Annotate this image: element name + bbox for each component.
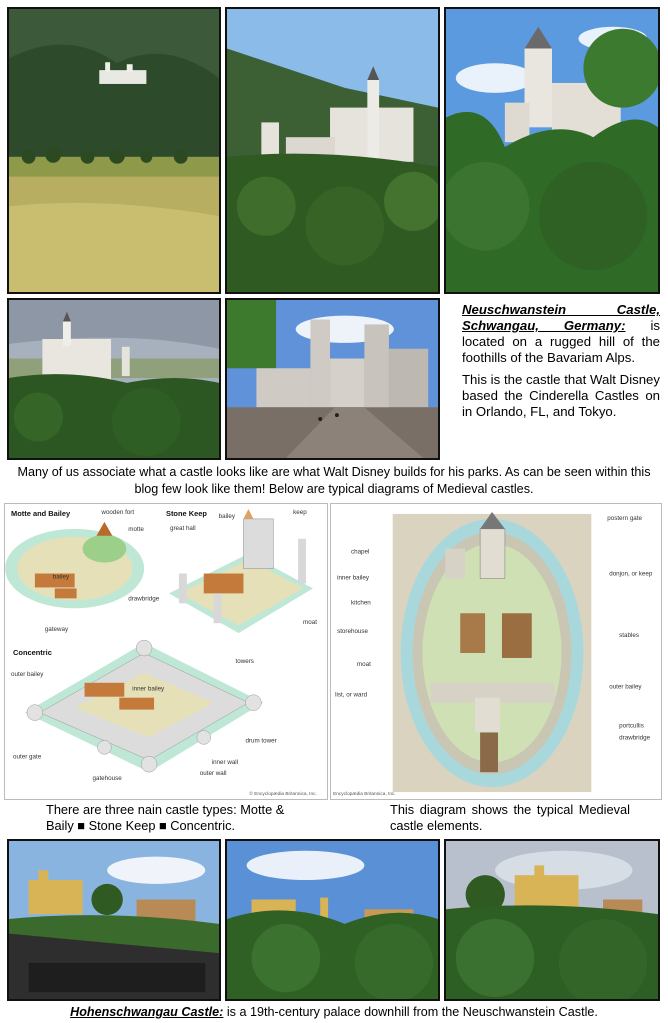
bailey-label: bailey bbox=[52, 573, 70, 581]
photo-castle-courtyard bbox=[225, 298, 440, 460]
hohenschwangau-caption bbox=[0, 1004, 668, 1020]
list-ward-label: list, or ward bbox=[335, 691, 368, 699]
photo-hohenschwangau-hill bbox=[225, 839, 440, 1001]
outer-bailey-label: outer bailey bbox=[11, 670, 44, 678]
castle-caption-title: Neuschwanstein Castle, Schwangau, Germany: bbox=[462, 302, 660, 333]
drawbridge-label: drawbridge bbox=[128, 595, 160, 603]
neuschwanstein-caption bbox=[462, 302, 660, 426]
inner-bailey-label: inner bailey bbox=[132, 685, 165, 693]
donjon-label: donjon, or keep bbox=[609, 570, 653, 578]
wooden-fort-label: wooden fort bbox=[101, 508, 135, 516]
great-hall-label: great hall bbox=[169, 524, 196, 532]
right-inner-bailey-label: inner bailey bbox=[337, 574, 370, 582]
postern-gate-label: postern gate bbox=[607, 514, 642, 522]
inner-wall-label: inner wall bbox=[211, 759, 239, 767]
keep-label: keep bbox=[293, 508, 307, 516]
photo-hohenschwangau-forest bbox=[444, 839, 660, 1001]
right-drawbridge-label: drawbridge bbox=[619, 734, 651, 742]
castle-elements-caption: This diagram shows the typical Medieval castle elements. bbox=[390, 802, 630, 833]
motte-label: motte bbox=[128, 525, 144, 533]
concentric-title: Concentric bbox=[13, 647, 52, 657]
castle-caption-text: is located on a rugged hill of the foothills of the Bavariam Alps. bbox=[462, 318, 660, 365]
castle-elements-diagram bbox=[330, 503, 662, 800]
towers-label: towers bbox=[235, 657, 254, 665]
kitchen-label: kitchen bbox=[350, 599, 371, 607]
outer-gate-label: outer gate bbox=[13, 753, 42, 761]
castle-types-diagram bbox=[4, 503, 328, 800]
motte-title: Motte and Bailey bbox=[11, 508, 71, 518]
intro-line: Many of us associate what a castle looks like are what Walt Disney builds for his parks. As can be seen within this blog few look like them! Below are typical diagrams of Medieval castles. bbox=[17, 465, 651, 496]
castle-caption-text2: This is the castle that Walt Disney based the Cinderella Castles on in Orlando, FL, and Tokyo. bbox=[462, 372, 660, 419]
left-credit: © Encyclopædia Britannica, Inc. bbox=[249, 792, 317, 798]
keep-bailey-label: bailey bbox=[218, 512, 235, 520]
portcullis-label: portcullis bbox=[619, 722, 644, 730]
moat-label: moat bbox=[303, 619, 317, 627]
drum-tower-label: drum tower bbox=[245, 737, 277, 745]
stone-keep-title: Stone Keep bbox=[166, 508, 207, 518]
storehouse-label: storehouse bbox=[337, 628, 369, 636]
castle-types-caption: There are three nain castle types: Motte & Baily ■ Stone Keep ■ Concentric. bbox=[46, 802, 285, 833]
outer-wall-label: outer wall bbox=[199, 770, 227, 778]
chapel-label: chapel bbox=[350, 548, 370, 556]
gatehouse-label: gatehouse bbox=[92, 775, 122, 783]
photo-castle-distant-meadow bbox=[7, 7, 221, 294]
right-outer-bailey-label: outer bailey bbox=[609, 683, 642, 691]
hohenschwangau-title: Hohenschwangau Castle: bbox=[70, 1005, 224, 1019]
photo-castle-tower-closeup bbox=[444, 7, 660, 294]
stables-label: stables bbox=[619, 632, 639, 640]
gateway-label: gateway bbox=[44, 626, 69, 634]
right-moat-label: moat bbox=[356, 660, 371, 668]
hohenschwangau-text: is a 19th-century palace downhill from the Neuschwanstein Castle. bbox=[226, 1005, 598, 1019]
right-credit: Encyclopædia Britannica, Inc. bbox=[333, 792, 396, 798]
photo-castle-from-valley bbox=[225, 7, 440, 294]
photo-castle-alps-view bbox=[7, 298, 221, 460]
photo-hohenschwangau-roof bbox=[7, 839, 221, 1001]
